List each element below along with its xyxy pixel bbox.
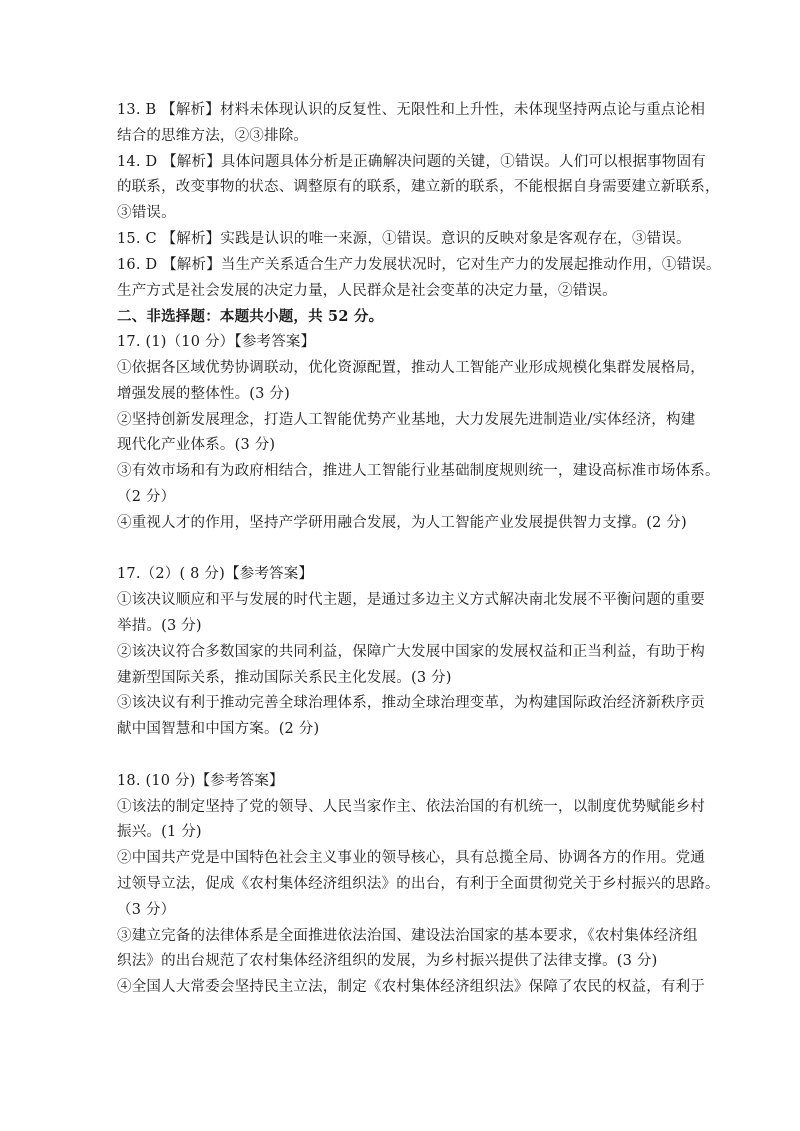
text-line: 15. C 【解析】实践是认识的唯一来源，①错误。意识的反映对象是客观存在，③错误。	[117, 230, 691, 247]
text-line: ③有效市场和有为政府相结合，推进人工智能行业基础制度规则统一，建设高标准市场体系。	[117, 463, 720, 480]
text-line: 结合的思维方法，②③排除。	[117, 127, 309, 144]
text-line: 建新型国际关系，推动国际关系民主化发展。(3 分)	[117, 669, 452, 686]
blank-line	[117, 743, 687, 769]
text-line: 16. D 【解析】当生产关系适合生产力发展状况时，它对生产力的发展起推动作用，①错误。	[117, 256, 721, 273]
text-line: 的联系，改变事物的状态、调整原有的联系，建立新的联系，不能根据自身需要建立新联系，	[117, 179, 720, 196]
text-line: ③该决议有利于推动完善全球治理体系，推动全球治理变革，为构建国际政治经济新秩序贡	[117, 695, 705, 712]
text-line: ②坚持创新发展理念，打造人工智能优势产业基地，大力发展先进制造业/实体经济，构建	[117, 411, 696, 428]
text-line: ③错误。	[117, 205, 176, 222]
text-line: 增强发展的整体性。(3 分)	[117, 385, 290, 402]
text-line: （3 分）	[117, 901, 176, 918]
text-line: ①该法的制定坚持了党的领导、人民当家作主、依法治国的有机统一，以制度优势赋能乡村	[117, 798, 705, 815]
text-line: （2 分）	[117, 488, 176, 505]
text-line: 献中国智慧和中国方案。(2 分)	[117, 721, 320, 738]
text-line: 生产方式是社会发展的决定力量，人民群众是社会变革的决定力量，②错误。	[117, 282, 617, 299]
text-line: 织法》的出台规范了农村集体经济组织的发展，为乡村振兴提供了法律支撑。(3 分)	[117, 953, 658, 970]
text-line: 13. B 【解析】材料未体现认识的反复性、无限性和上升性，未体现坚持两点论与重点论相	[117, 102, 706, 118]
text-line: 过领导立法，促成《农村集体经济组织法》的出台，有利于全面贯彻党关于乡村振兴的思路。	[117, 875, 720, 892]
text-line: ③建立完备的法律体系是全面推进依法治国、建设法治国家的基本要求，《农村集体经济组	[117, 927, 698, 944]
blank-line	[117, 537, 687, 563]
question-heading: 18. (10 分)【参考答案】	[117, 772, 284, 789]
section-heading: 二、非选择题：本题共小题，共 52 分。	[117, 308, 384, 326]
text-line: ④重视人才的作用，坚持产学研用融合发展，为人工智能产业发展提供智力支撑。(2 分)	[117, 514, 687, 531]
text-line: ②中国共产党是中国特色社会主义事业的领导核心，具有总揽全局、协调各方的作用。党通	[117, 850, 705, 867]
text-line: 振兴。(1 分)	[117, 824, 202, 841]
text-line: ④全国人大常委会坚持民主立法，制定《农村集体经济组织法》保障了农民的权益，有利于	[117, 979, 705, 996]
answer-document	[117, 98, 721, 1001]
text-line: ②该决议符合多数国家的共同利益，保障广大发展中国家的发展权益和正当利益，有助于构	[117, 643, 705, 660]
text-line: 现代化产业体系。(3 分)	[117, 437, 276, 454]
question-heading: 17. (1)（10 分）【参考答案】	[117, 334, 316, 351]
text-line: 14. D 【解析】具体问题具体分析是正确解决问题的关键，①错误。人们可以根据事物固有	[117, 153, 706, 170]
text-line: 举措。(3 分)	[117, 617, 202, 634]
text-line: ①该决议顺应和平与发展的时代主题，是通过多边主义方式解决南北发展不平衡问题的重要	[117, 592, 705, 609]
text-line: ①依据各区域优势协调联动，优化资源配置，推动人工智能产业形成规模化集群发展格局，	[117, 359, 705, 376]
question-heading: 17.（2）( 8 分)【参考答案】	[117, 566, 314, 583]
